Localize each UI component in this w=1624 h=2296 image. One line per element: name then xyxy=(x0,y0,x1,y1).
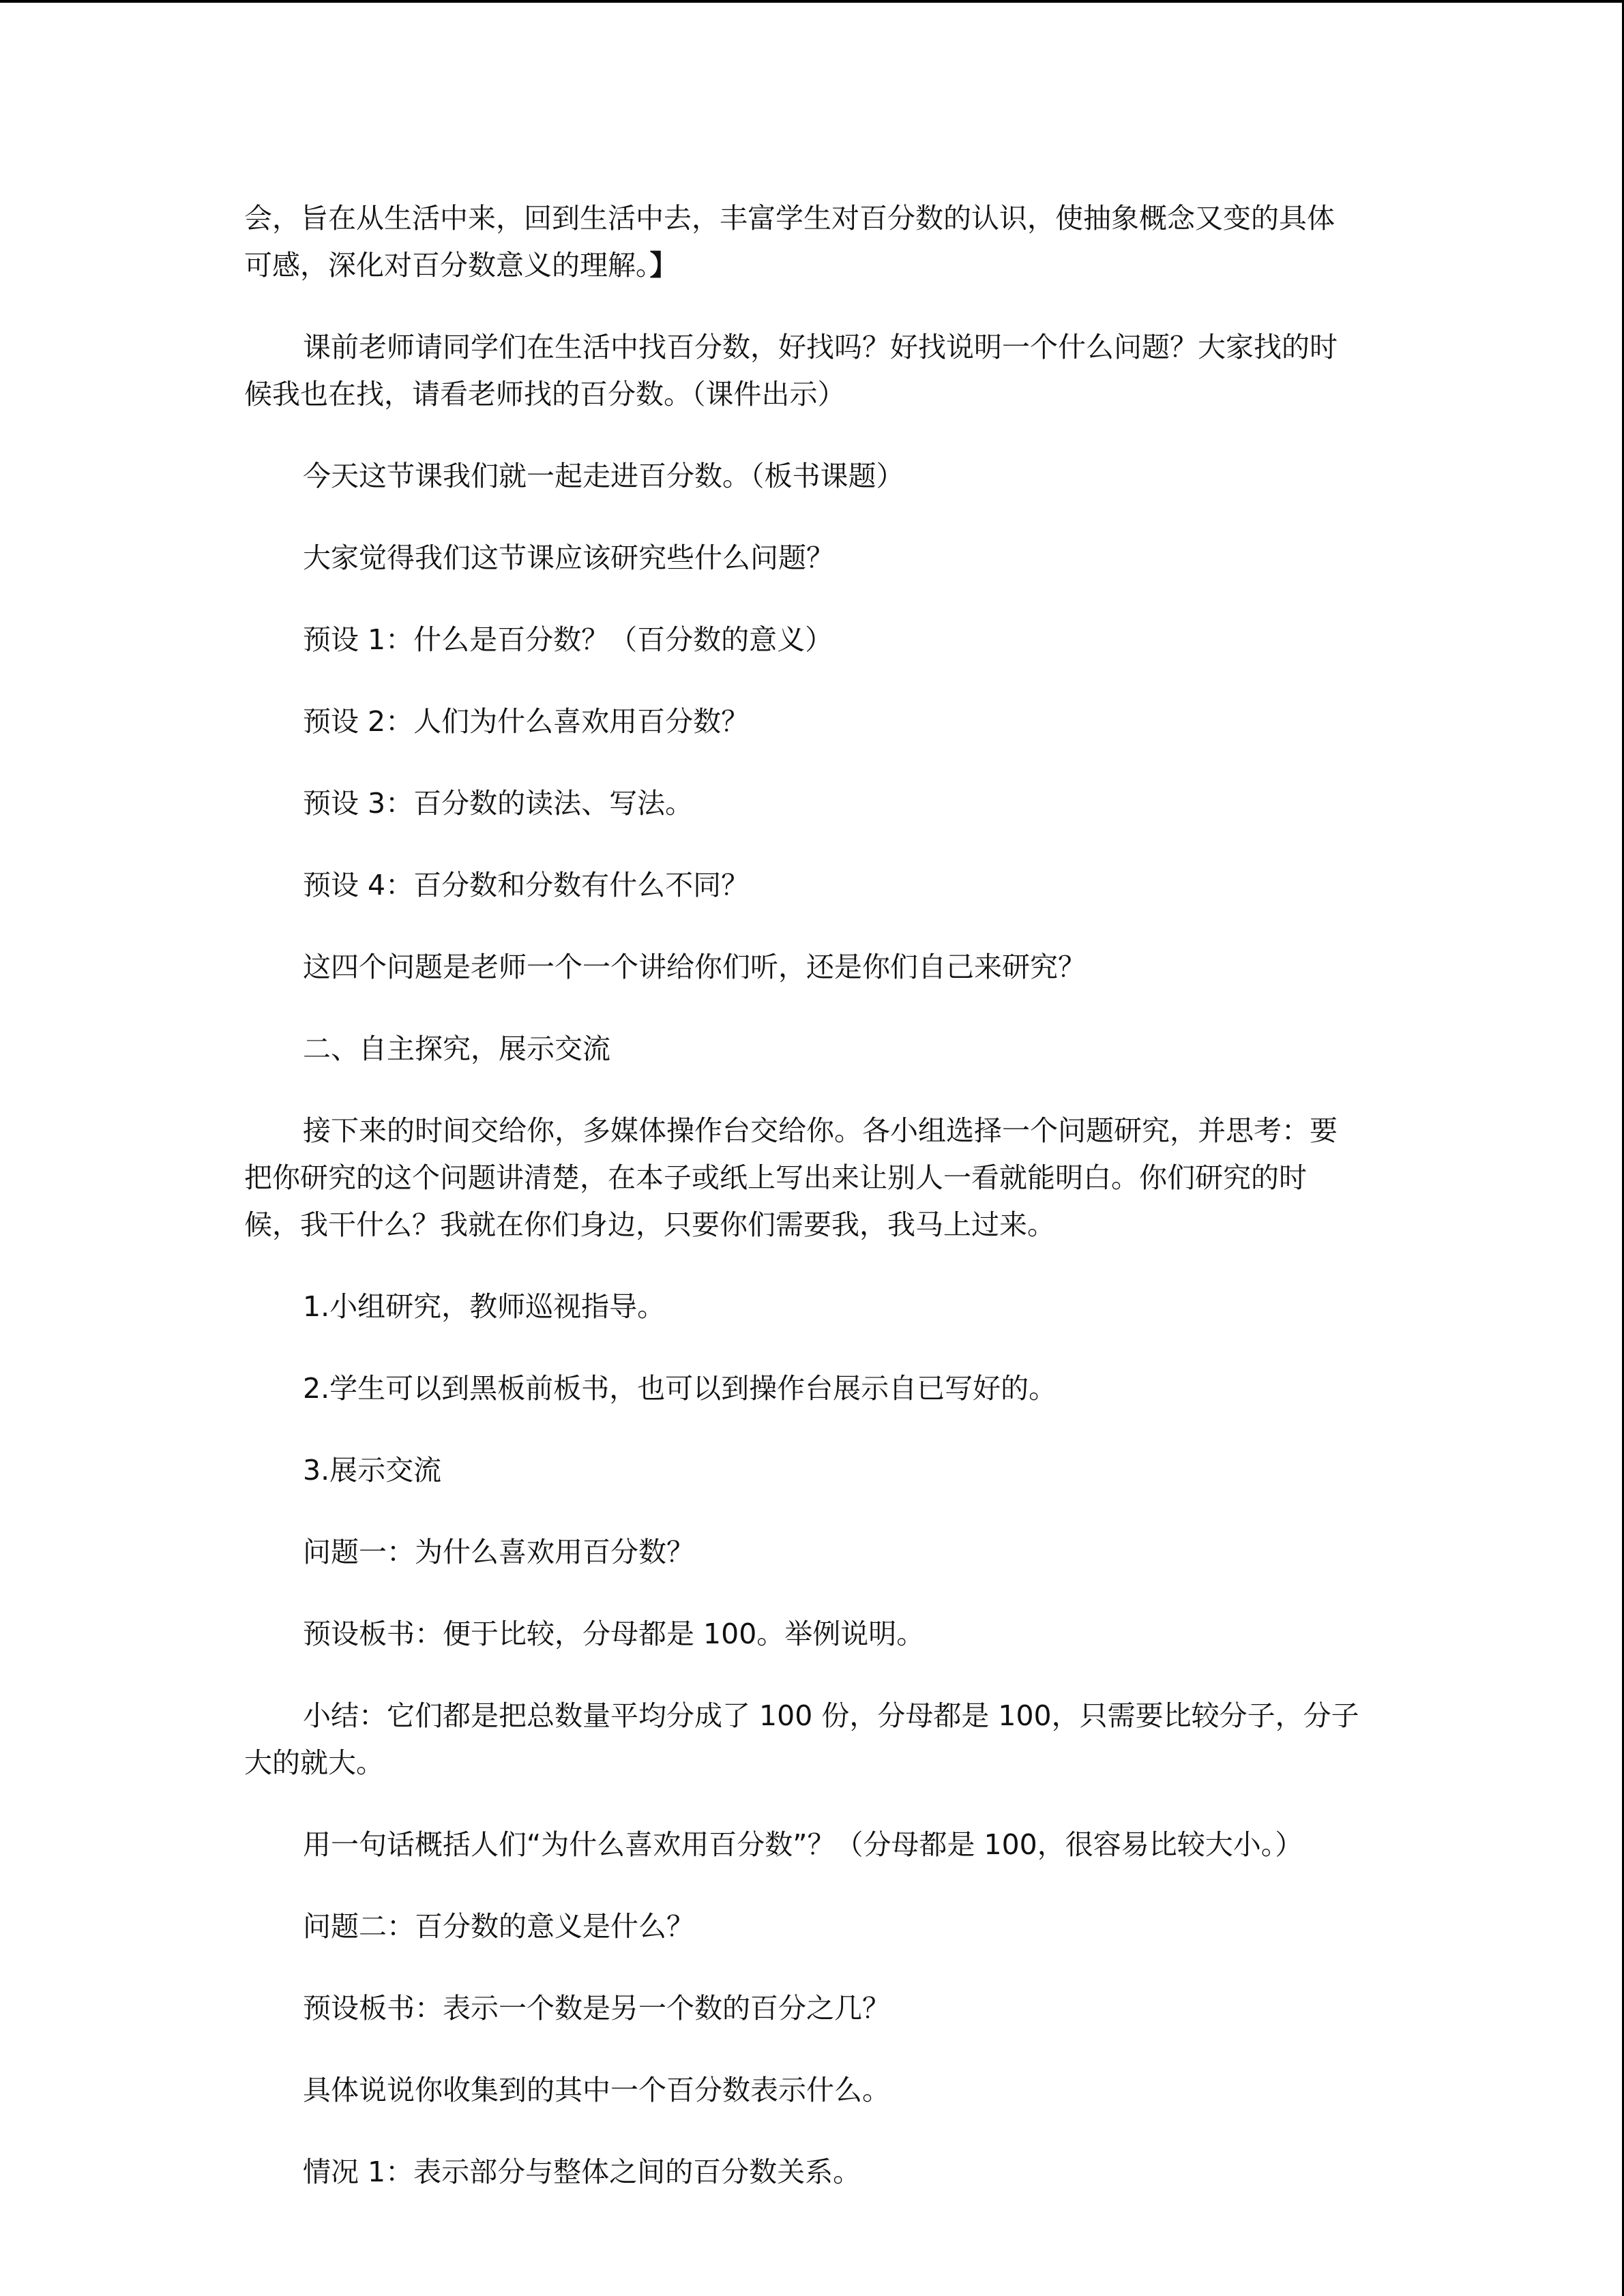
paragraph xyxy=(244,780,1381,827)
paragraph-line: 候我也在找，请看老师找的百分数。（课件出示） xyxy=(244,378,846,411)
paragraph xyxy=(244,1529,1381,1576)
document-body xyxy=(244,195,1381,2231)
intro-line-2 xyxy=(244,242,1381,289)
intro-line-2-text: 可感，深化对百分数意义的理解。 xyxy=(244,249,650,282)
paragraph-line: 课前老师请同学们在生活中找百分数，好找吗？好找说明一个什么问题？大家找的时 xyxy=(303,331,1338,363)
paragraph-line: 大家觉得我们这节课应该研究些什么问题？ xyxy=(303,541,834,574)
paragraph xyxy=(244,698,1381,745)
paragraph xyxy=(244,1985,1381,2032)
paragraph xyxy=(244,1283,1381,1330)
paragraph-line: 二、自主探究，展示交流 xyxy=(303,1032,610,1065)
paragraph xyxy=(244,2149,1381,2196)
paragraph-line: 大的就大。 xyxy=(244,1746,384,1779)
paragraph xyxy=(244,616,1381,664)
paragraph-line: 用一句话概括人们“为什么喜欢用百分数”？（分母都是 100，很容易比较大小。） xyxy=(303,1828,1303,1861)
paragraph-line: 今天这节课我们就一起走进百分数。（板书课题） xyxy=(303,460,904,492)
paragraph xyxy=(244,1447,1381,1494)
paragraph-line: 小结：它们都是把总数量平均分成了 100 份，分母都是 100，只需要比较分子，分子 xyxy=(303,1699,1359,1732)
closing-bracket: 】 xyxy=(649,250,678,281)
page-top-border xyxy=(0,0,1624,3)
paragraph-line: 3.展示交流 xyxy=(303,1454,442,1487)
paragraph xyxy=(244,1903,1381,1950)
paragraph xyxy=(244,2067,1381,2114)
paragraph-line: 预设 3：百分数的读法、写法。 xyxy=(303,787,694,820)
paragraph-line: 预设 2：人们为什么喜欢用百分数？ xyxy=(303,705,750,738)
paragraph xyxy=(244,1107,1381,1249)
paragraph-line: 这四个问题是老师一个一个讲给你们听，还是你们自己来研究？ xyxy=(303,951,1086,983)
paragraph xyxy=(244,535,1381,582)
paragraph-line: 预设板书：表示一个数是另一个数的百分之几？ xyxy=(303,1992,890,2025)
paragraph-line: 情况 1：表示部分与整体之间的百分数关系。 xyxy=(303,2156,861,2188)
paragraph-line: 候，我干什么？我就在你们身边，只要你们需要我，我马上过来。 xyxy=(244,1208,1055,1241)
paragraph-line: 具体说说你收集到的其中一个百分数表示什么。 xyxy=(303,2074,890,2106)
paragraph xyxy=(244,1026,1381,1073)
paragraph-line: 预设 1：什么是百分数？（百分数的意义） xyxy=(303,623,833,656)
paragraph-line: 问题二：百分数的意义是什么？ xyxy=(303,1910,694,1943)
intro-paragraph xyxy=(244,195,1381,289)
paragraph-line: 预设板书：便于比较，分母都是 100。举例说明。 xyxy=(303,1617,925,1650)
paragraph-line: 接下来的时间交给你，多媒体操作台交给你。各小组选择一个问题研究，并思考：要 xyxy=(303,1114,1338,1147)
paragraph xyxy=(244,453,1381,500)
paragraph-line: 把你研究的这个问题讲清楚，在本子或纸上写出来让别人一看就能明白。你们研究的时 xyxy=(244,1161,1307,1194)
paragraph xyxy=(244,1821,1381,1868)
paragraph-list xyxy=(244,324,1381,2196)
paragraph xyxy=(244,862,1381,909)
paragraph-line: 预设 4：百分数和分数有什么不同？ xyxy=(303,869,750,901)
paragraph xyxy=(244,1611,1381,1658)
paragraph-line: 1.小组研究，教师巡视指导。 xyxy=(303,1290,666,1323)
paragraph-line: 问题一：为什么喜欢用百分数？ xyxy=(303,1536,694,1568)
paragraph xyxy=(244,1365,1381,1412)
paragraph-line: 2.学生可以到黑板前板书，也可以到操作台展示自已写好的。 xyxy=(303,1372,1057,1405)
intro-line-1: 会，旨在从生活中来，回到生活中去，丰富学生对百分数的认识，使抽象概念又变的具体 xyxy=(244,202,1335,235)
paragraph xyxy=(244,944,1381,991)
paragraph xyxy=(244,1693,1381,1787)
paragraph xyxy=(244,324,1381,418)
